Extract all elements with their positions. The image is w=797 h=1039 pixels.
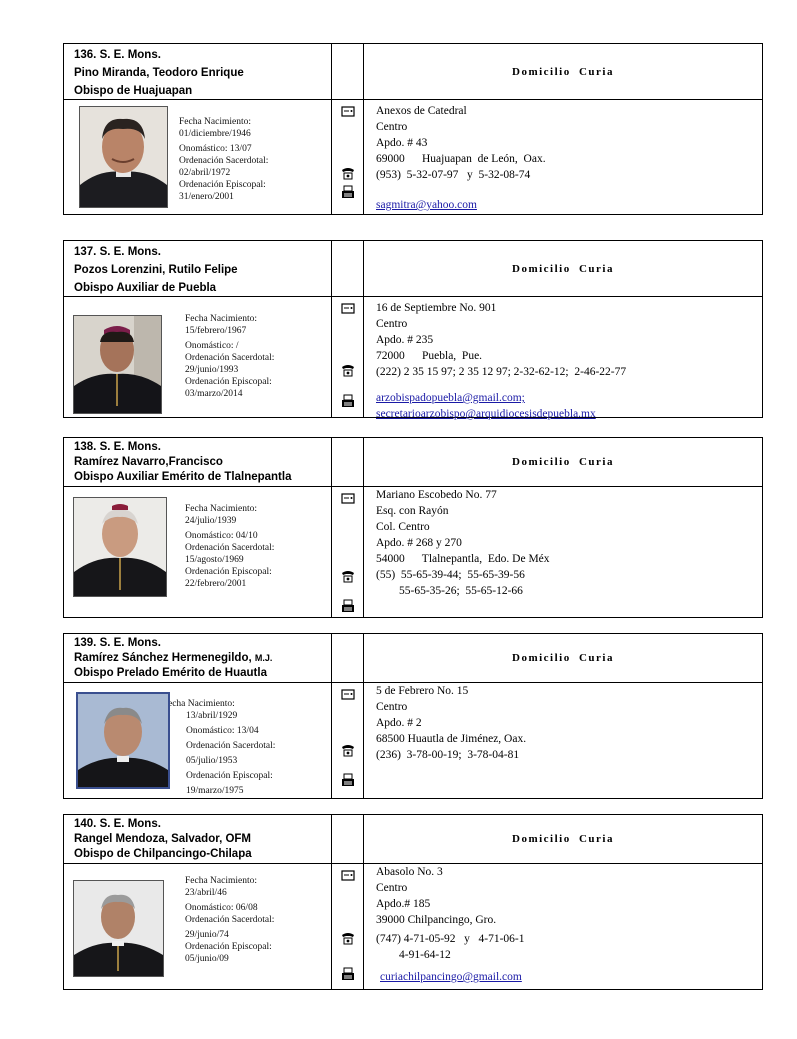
birth-date: 13/abril/1929 [186,711,238,721]
phone-line: (953) 5-32-07-97 y 5-32-08-74 [376,169,531,181]
address-line: 54000 Tlalnepantla, Edo. De Méx [376,553,550,565]
episcopal-ordination-date: 05/junio/09 [185,954,229,964]
portrait-photo [76,692,170,789]
entry-bio [64,682,332,798]
entry-identity [64,438,332,486]
onomastic: Onomástico: 13/07 [179,144,252,154]
telephone-icon [341,363,355,377]
directory-entry-138 [63,437,763,618]
section-title: Domicilio Curia [512,456,614,468]
entry-name-suffix: M.J. [254,653,273,663]
entry-header [64,815,762,864]
portrait-photo [73,315,162,414]
email-link[interactable]: arzobispadopuebla@gmail.com; [376,392,525,404]
curia-address [364,296,762,420]
address-line: Apdo. # 43 [376,137,428,149]
entry-header [64,241,762,297]
phone-line: (55) 55-65-39-44; 55-65-39-56 [376,569,525,581]
header-spacer [332,634,364,682]
priest-ordination-date: 15/agosto/1969 [185,555,244,565]
address-line: 39000 Chilpancingo, Gro. [376,914,497,926]
fax-icon [341,185,355,199]
mailbox-icon [341,491,355,505]
address-line: Apdo. # 268 y 270 [376,537,462,549]
entry-header [64,44,762,100]
episcopal-ordination-date: 19/marzo/1975 [186,786,244,796]
bio-details [185,503,274,590]
portrait-photo [79,106,168,208]
episcopal-ordination-label: Ordenación Episcopal: [185,942,272,952]
curia-address [364,99,762,214]
bio-details [168,698,275,797]
onomastic: Onomástico: 13/04 [186,726,259,736]
icon-column [332,99,364,214]
address-line: Centro [376,121,408,133]
address-line: Centro [376,701,408,713]
address-line: Mariano Escobedo No. 77 [376,489,497,501]
portrait-photo [73,880,164,977]
mailbox-icon [341,868,355,882]
phone-line: (222) 2 35 15 97; 2 35 12 97; 2-32-62-12; 2-46-22-77 [376,366,627,378]
telephone-icon [341,743,355,757]
address-line: 16 de Septiembre No. 901 [376,302,497,314]
birth-date: 23/abril/46 [185,888,227,898]
address-line: Col. Centro [376,521,430,533]
telephone-icon [341,931,355,945]
entry-number: 139. S. E. Mons. [74,637,161,649]
entry-title: Obispo Auxiliar Emérito de Tlalnepantla [74,471,292,483]
priest-ordination-label: Ordenación Sacerdotal: [179,156,269,166]
email-link[interactable]: curiachilpancingo@gmail.com [380,971,522,983]
episcopal-ordination-label: Ordenación Episcopal: [186,771,273,781]
birth-label: echa Nacimiento: [168,699,235,709]
curia-address [364,682,762,798]
section-title: Domicilio Curia [512,833,614,845]
icon-column [332,682,364,798]
curia-address [364,486,762,617]
entry-name-text: Ramírez Sánchez Hermenegildo, [74,652,252,664]
onomastic: Onomástico: 06/08 [185,903,258,913]
entry-number: 140. S. E. Mons. [74,818,161,830]
entry-bio [64,486,332,617]
priest-ordination-label: Ordenación Sacerdotal: [185,353,275,363]
email-link[interactable]: sagmitra@yahoo.com [376,199,477,211]
bio-details [185,875,274,965]
header-spacer [332,44,364,99]
entry-bio [64,296,332,417]
address-line: Apdo. # 2 [376,717,422,729]
entry-title: Obispo Prelado Emérito de Huautla [74,667,267,679]
entry-header [64,438,762,487]
entry-bio [64,99,332,214]
email-link[interactable]: secretarioarzobispo@arquidiocesisdepuebla.mx [376,408,596,420]
priest-ordination-label: Ordenación Sacerdotal: [185,915,275,925]
episcopal-ordination-date: 22/febrero/2001 [185,579,247,589]
bio-details [185,313,274,400]
fax-icon [341,967,355,981]
directory-entry-136 [63,43,763,215]
priest-ordination-date: 29/junio/74 [185,930,229,940]
phone-line: 55-65-35-26; 55-65-12-66 [376,585,523,597]
birth-date: 15/febrero/1967 [185,326,247,336]
entry-name: Rangel Mendoza, Salvador, OFM [74,833,252,845]
directory-entry-137 [63,240,763,418]
address-line: Centro [376,882,408,894]
priest-ordination-label: Ordenación Sacerdotal: [186,741,276,751]
birth-label: Fecha Nacimiento: [179,117,252,127]
address-line: 69000 Huajuapan de León, Oax. [376,153,546,165]
entry-title: Obispo Auxiliar de Puebla [74,282,217,294]
episcopal-ordination-label: Ordenación Episcopal: [185,567,272,577]
address-line: Abasolo No. 3 [376,866,443,878]
icon-column [332,486,364,617]
priest-ordination-label: Ordenación Sacerdotal: [185,543,275,553]
entry-identity [64,44,332,99]
birth-label: Fecha Nacimiento: [185,876,258,886]
entry-number: 136. S. E. Mons. [74,49,161,61]
mailbox-icon [341,687,355,701]
entry-name: Ramírez Navarro,Francisco [74,456,223,468]
mailbox-icon [341,301,355,315]
birth-date: 24/julio/1939 [185,516,237,526]
bio-details [179,116,268,203]
birth-date: 01/diciembre/1946 [179,129,251,139]
mailbox-icon [341,104,355,118]
icon-column [332,296,364,417]
address-line: Anexos de Catedral [376,105,467,117]
header-spacer [332,241,364,296]
directory-entry-140 [63,814,763,990]
entry-number: 138. S. E. Mons. [74,441,161,453]
entry-title: Obispo de Huajuapan [74,85,193,97]
entry-header [64,634,762,683]
onomastic: Onomástico: 04/10 [185,531,258,541]
header-spacer [332,815,364,863]
entry-name: Pino Miranda, Teodoro Enrique [74,67,244,79]
episcopal-ordination-date: 31/enero/2001 [179,192,234,202]
header-spacer [332,438,364,486]
birth-label: Fecha Nacimiento: [185,314,258,324]
entry-identity [64,241,332,296]
section-title: Domicilio Curia [512,262,614,275]
entry-title: Obispo de Chilpancingo-Chilapa [74,848,252,860]
entry-number: 137. S. E. Mons. [74,246,161,258]
address-line: Esq. con Rayón [376,505,449,517]
fax-icon [341,773,355,787]
icon-column [332,863,364,989]
address-line: Centro [376,318,408,330]
portrait-photo [73,497,167,597]
address-line: 68500 Huautla de Jiménez, Oax. [376,733,527,745]
episcopal-ordination-label: Ordenación Episcopal: [179,180,266,190]
birth-label: Fecha Nacimiento: [185,504,258,514]
entry-identity [64,634,332,682]
entry-name [74,651,331,666]
phone-line: (236) 3-78-00-19; 3-78-04-81 [376,749,520,761]
entry-bio [64,863,332,989]
phone-line: 4-91-64-12 [376,949,451,961]
entry-name: Pozos Lorenzini, Rutilo Felipe [74,264,238,276]
directory-entry-139 [63,633,763,799]
section-title: Domicilio Curia [512,652,614,664]
address-line: Apdo. # 235 [376,334,434,346]
telephone-icon [341,166,355,180]
phone-line: (747) 4-71-05-92 y 4-71-06-1 [376,933,525,945]
priest-ordination-date: 02/abril/1972 [179,168,231,178]
entry-identity [64,815,332,863]
episcopal-ordination-label: Ordenación Episcopal: [185,377,272,387]
onomastic: Onomástico: / [185,341,239,351]
address-line: 72000 Puebla, Pue. [376,350,483,362]
curia-address [364,863,762,989]
fax-icon [341,599,355,613]
priest-ordination-date: 05/julio/1953 [186,756,238,766]
address-line: 5 de Febrero No. 15 [376,685,469,697]
telephone-icon [341,569,355,583]
episcopal-ordination-date: 03/marzo/2014 [185,389,243,399]
address-line: Apdo.# 185 [376,898,431,910]
fax-icon [341,394,355,408]
priest-ordination-date: 29/junio/1993 [185,365,239,375]
section-title: Domicilio Curia [512,65,614,78]
